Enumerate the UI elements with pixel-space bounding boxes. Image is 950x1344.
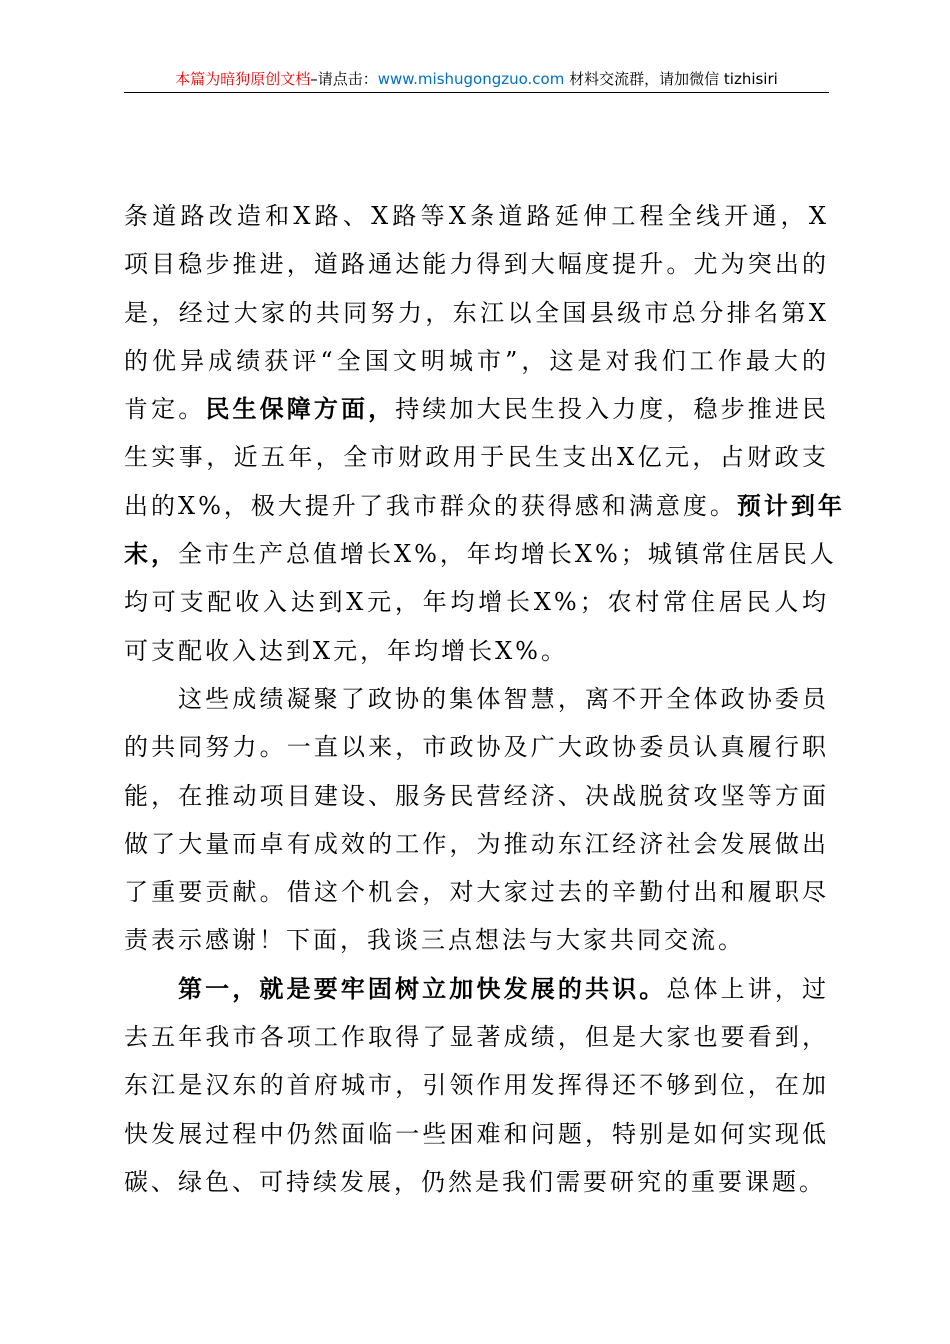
bold-heading-first-point: 第一，就是要牢固树立加快发展的共识。 [178, 973, 667, 1003]
text-line: 了重要贡献。借这个机会，对大家过去的辛勤付出和履职尽 [124, 878, 829, 907]
text-run: 出的X%，极大提升了我市群众的获得感和满意度。 [124, 491, 737, 520]
bold-heading-forecast-end: 末， [124, 539, 178, 569]
text-line: 均可支配收入达到X元，年均增长X%；农村常住居民人均 [124, 588, 829, 617]
text-line: 做了大量而卓有成效的工作，为推动东江经济社会发展做出 [124, 829, 829, 858]
text-line: 责表示感谢！下面，我谈三点想法与大家共同交流。 [124, 926, 745, 955]
text-line: 的优异成绩获评“全国文明城市”，这是对我们工作最大的 [124, 346, 829, 375]
document-body [124, 192, 845, 1206]
text-line: 快发展过程中仍然面临一些困难和问题，特别是如何实现低 [124, 1119, 829, 1148]
header-website-link[interactable]: www.mishugongzuo.com [377, 70, 565, 88]
text-line: 是，经过大家的共同努力，东江以全国县级市总分排名第X [124, 298, 829, 327]
text-run: 肯定。 [124, 395, 206, 424]
text-line [124, 482, 845, 530]
text-run: 总体上讲，过 [666, 974, 830, 1003]
text-line: 项目稳步推进，道路通达能力得到大幅度提升。尤为突出的 [124, 250, 829, 279]
text-run: 持续加大民生投入力度，稳步推进民 [395, 395, 830, 424]
header-click-prompt: –请点击： [310, 70, 378, 88]
text-line: 去五年我市各项工作取得了显著成绩，但是大家也要看到， [124, 1023, 829, 1052]
bold-heading-livelihood: 民生保障方面， [205, 394, 396, 424]
text-line: 这些成绩凝聚了政协的集体智慧，离不开全体政协委员 [178, 684, 829, 713]
text-line: 的共同努力。一直以来，市政协及广大政协委员认真履行职 [124, 733, 829, 762]
text-line: 东江是汉东的首府城市，引领作用发挥得还不够到位，在加 [124, 1071, 829, 1100]
text-line [124, 965, 829, 1013]
header-wechat-note: 材料交流群，请加微信 tizhisiri [564, 70, 778, 88]
page-header [124, 68, 829, 93]
text-line: 生实事，近五年，全市财政用于民生支出X亿元，占财政支 [124, 443, 829, 472]
text-line: 碳、绿色、可持续发展，仍然是我们需要研究的重要课题。 [124, 1167, 826, 1196]
text-line: 可支配收入达到X元，年均增长X%。 [124, 636, 568, 665]
bold-heading-forecast: 预计到年 [736, 490, 845, 520]
text-line [124, 385, 829, 433]
text-line [124, 530, 837, 578]
text-run: 全市生产总值增长X%，年均增长X%；城镇常住居民人 [178, 540, 837, 569]
text-line: 能，在推动项目建设、服务民营经济、决战脱贫攻坚等方面 [124, 781, 829, 810]
header-original-notice: 本篇为暗狗原创文档 [175, 70, 311, 88]
text-line: 条道路改造和X路、X路等X条道路延伸工程全线开通，X [124, 202, 829, 230]
